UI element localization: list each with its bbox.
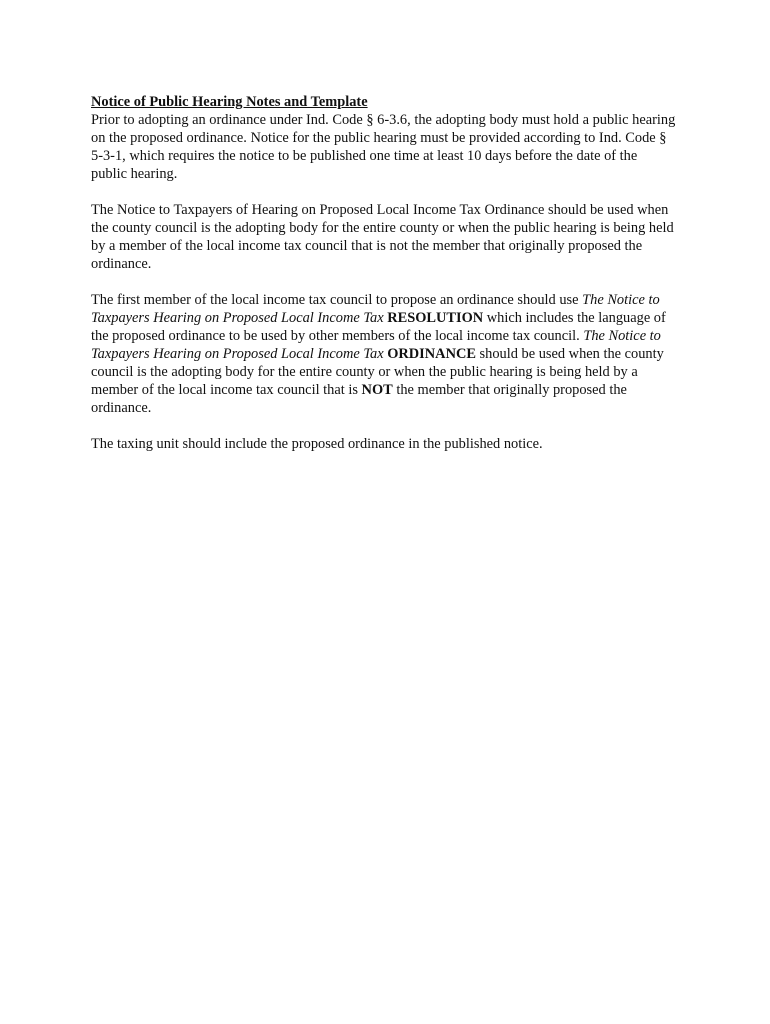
paragraph-ordinance-notice-usage: The Notice to Taxpayers of Hearing on Proposed Local Income Tax Ordinance should be used when the county council is the adopting body for the entire county or when the public hearing is being held by a member of the local income tax council that is not the member that originally proposed the ordinance. [91,202,674,272]
p3-italic-notice-2: The Notice to Taxpayers Hearing on Proposed Local Income Tax [91,328,661,362]
p3-bold-ordinance: ORDINANCE [387,346,476,362]
document-body [91,93,676,471]
p3-bold-resolution: RESOLUTION [387,310,484,326]
paragraph-statutory-requirements: Prior to adopting an ordinance under Ind. Code § 6-3.6, the adopting body must hold a public hearing on the proposed ordinance. Notice for the public hearing must be provided according to Ind. Code § 5-3-1, which requires the notice to be published one time at least 10 days before the date of the public hearing. [91,112,676,182]
document-title: Notice of Public Hearing Notes and Template [91,94,368,110]
p3-text-2: which includes the language of the proposed ordinance to be used by other members of the local income tax council. [91,310,666,344]
p3-italic-notice-1: The Notice to Taxpayers Hearing on Proposed Local Income Tax [91,292,660,326]
p3-text-4: the member that originally proposed the ordinance. [91,382,627,416]
paragraph-include-ordinance: The taxing unit should include the proposed ordinance in the published notice. [91,436,543,452]
p3-text-3: should be used when the county council is the adopting body for the entire county or when the public hearing is being held by a member of the local income tax council that is [91,346,664,398]
p3-bold-not: NOT [361,382,393,398]
p3-text-1: The first member of the local income tax council to propose an ordinance should use [91,292,583,308]
paragraph-resolution-vs-ordinance [91,291,676,417]
